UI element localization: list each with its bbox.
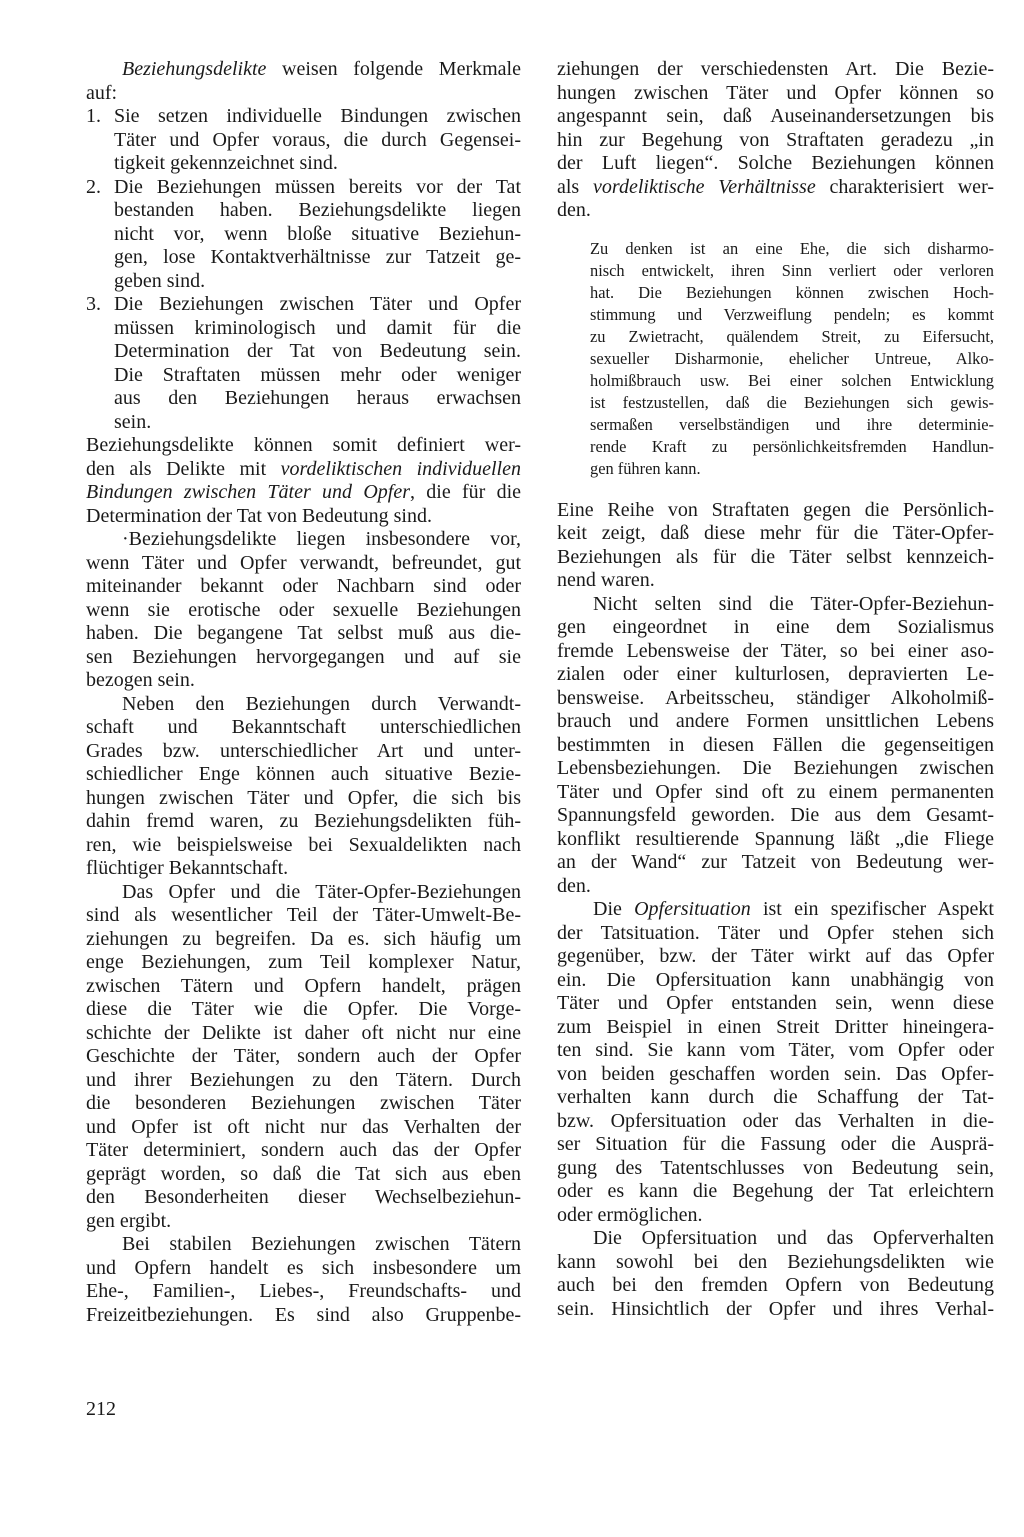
text-line: Neben den Beziehungen durch Verwandt- — [122, 692, 521, 715]
text-line: Spannungsfeld geworden. Die aus dem Gesamt- — [557, 804, 994, 827]
text-line: tigkeit gekennzeichnet sind. — [114, 152, 338, 174]
text-line: auch bei den fremden Opfern von Bedeutung — [557, 1274, 994, 1297]
text-line: gen eingeordnet in eine dem Sozialismus — [557, 616, 994, 639]
text-line: den als Delikte mit vordeliktischen individuellen — [86, 457, 521, 480]
text-line: von beiden geschaffen worden sein. Das Opfer- — [557, 1062, 994, 1085]
text-line: oder ermöglichen. — [557, 1203, 703, 1226]
text-line: schaft und Bekanntschaft unterschiedlichen — [86, 716, 521, 738]
text-line: Lebensbeziehungen. Die Beziehungen zwischen — [557, 757, 994, 780]
text-line: hat. Die Beziehungen können zwischen Hoch- — [590, 282, 994, 302]
text-line: den. — [557, 199, 591, 221]
text-line: 2. Die Beziehungen müssen bereits vor der Tat — [86, 175, 521, 198]
text-line: zu Zwietracht, quälendem Streit, zu Eifersucht, — [590, 326, 994, 346]
left-column — [86, 58, 521, 1327]
text-line: ziehungen der verschiedensten Art. Die Bezie- — [557, 58, 994, 80]
text-line: sen Beziehungen hervorgegangen und auf sie — [86, 645, 521, 668]
text-line: sexueller Disharmonie, ehelicher Untreue, Alko- — [590, 348, 994, 368]
text-line: als vordeliktische Verhältnisse charakterisiert wer- — [557, 175, 994, 198]
text-line: ·Beziehungsdelikte liegen insbesondere vor, — [122, 528, 521, 550]
text-line: bensweise. Arbeitsscheu, ständiger Alkoholmiß- — [557, 686, 994, 709]
text-line: rende Kraft zu persönlichkeitsfremden Handlun- — [590, 437, 994, 457]
text-line: angespannt sein, daß Auseinandersetzungen bis — [557, 105, 994, 127]
text-line: haben. Die begangene Tat selbst muß aus die- — [86, 622, 521, 644]
text-line: auf: — [86, 81, 118, 104]
text-line: gen, lose Kontaktverhältnisse zur Tatzeit ge- — [114, 246, 521, 268]
text-line: Täter und Opfer entstanden sein, wenn diese — [557, 992, 994, 1015]
text-line: ser Situation für die Fassung oder die Ausprä- — [557, 1133, 994, 1156]
text-line: gegenüber, bzw. der Täter wirkt auf das Opfer — [557, 945, 994, 968]
text-line: geprägt worden, so daß die Tat sich aus eben — [86, 1162, 521, 1185]
text-line: diese die Täter wie die Opfer. Die Vorge- — [86, 998, 521, 1020]
text-line: Zu denken ist an eine Ehe, die sich disharmo- — [590, 238, 994, 258]
text-line: schichte der Delikte ist daher oft nicht nur eine — [86, 1021, 521, 1044]
text-line: Die Straftaten müssen mehr oder weniger — [114, 363, 521, 386]
text-line: und Opfern handelt es sich insbesondere um — [86, 1256, 521, 1279]
text-line: Bei stabilen Beziehungen zwischen Tätern — [122, 1233, 521, 1255]
text-line: Täter determiniert, sondern auch das der Opfer — [86, 1139, 521, 1161]
text-line: konflikt resultierende Spannung läßt „die Fliege — [557, 827, 994, 850]
text-line: 1. Sie setzen individuelle Bindungen zwischen — [86, 105, 521, 127]
text-line: Ehe-, Familien-, Liebes-, Freundschafts- und — [86, 1280, 521, 1302]
text-line: den Besonderheiten dieser Wechselbeziehun- — [86, 1186, 521, 1208]
text-line: verhalten kann durch die Schaffung der Tat- — [557, 1086, 994, 1109]
text-line: kann sowohl bei den Beziehungsdelikten wie — [557, 1250, 994, 1273]
text-line: Die Opfersituation ist ein spezifischer Aspekt — [593, 898, 994, 921]
text-line: dahin fremd waren, zu Beziehungsdelikten füh- — [86, 810, 521, 832]
text-line: Die Opfersituation und das Opferverhalten — [593, 1227, 994, 1250]
text-line: Eine Reihe von Straftaten gegen die Persönlich- — [557, 498, 994, 521]
text-line: hungen zwischen Täter und Opfer können so — [557, 81, 994, 104]
text-line: und Opfer ist oft nicht nur das Verhalten der — [86, 1115, 521, 1138]
text-line: ist festzustellen, daß die Beziehungen sich gewis- — [590, 393, 994, 413]
text-line: Beziehungsdelikte können somit definiert wer- — [86, 434, 521, 456]
text-line: der Luft liegen“. Solche Beziehungen können — [557, 152, 994, 174]
text-line: oder es kann die Begehung der Tat erleichtern — [557, 1180, 994, 1203]
text-line: bzw. Opfersituation oder das Verhalten in die- — [557, 1109, 994, 1132]
text-line: gen führen kann. — [590, 459, 701, 479]
text-line: miteinander bekannt oder Nachbarn sind oder — [86, 575, 521, 597]
text-line: bestimmten in diesen Fällen die gegenseitigen — [557, 733, 994, 756]
text-line: geben sind. — [114, 269, 206, 292]
text-line: die besonderen Beziehungen zwischen Täter — [86, 1092, 521, 1114]
text-line: bestanden haben. Beziehungsdelikte liegen — [114, 199, 521, 221]
indented-quote-block — [557, 238, 994, 481]
text-line: Beziehungsdelikte weisen folgende Merkmale — [122, 58, 521, 80]
text-line: an der Wand“ zur Tatzeit von Bedeutung wer- — [557, 851, 994, 874]
text-line: Das Opfer und die Täter-Opfer-Beziehungen — [122, 880, 521, 903]
text-line: zialen oder einer kulturlosen, depravierten Le- — [557, 663, 994, 686]
text-line: Determination der Tat von Bedeutung sein. — [114, 340, 521, 362]
text-line: wenn sie erotische oder sexuelle Beziehungen — [86, 598, 521, 621]
text-line: sind als wesentlicher Teil der Täter-Umwelt-Be- — [86, 904, 521, 926]
text-line: fremde Lebensweise der Täter, so bei einer aso- — [557, 639, 994, 662]
text-line: zwischen Tätern und Opfern handelt, prägen — [86, 974, 521, 997]
text-line: schiedlicher Enge können auch situative Bezie- — [86, 763, 521, 785]
text-line: sein. — [114, 410, 152, 433]
text-line: nisch entwickelt, ihren Sinn verliert oder verloren — [590, 260, 994, 280]
text-line: ziehungen zu begreifen. Da es. sich häufig um — [86, 927, 521, 950]
text-line: Freizeitbeziehungen. Es sind also Gruppenbe- — [86, 1303, 521, 1326]
text-line: Grades bzw. unterschiedlicher Art und unter- — [86, 739, 521, 762]
text-line: den. — [557, 874, 591, 897]
text-line: sein. Hinsichtlich der Opfer und ihres Verhal- — [557, 1297, 994, 1320]
text-line: Täter und Opfer voraus, die durch Gegensei- — [114, 128, 521, 151]
text-line: Nicht selten sind die Täter-Opfer-Beziehun- — [593, 592, 994, 615]
page-number: 212 — [86, 1398, 116, 1420]
text-line: ren, wie beispielsweise bei Sexualdelikten nach — [86, 833, 521, 856]
text-line: und ihrer Beziehungen zu den Tätern. Durch — [86, 1068, 521, 1091]
text-line: Bindungen zwischen Täter und Opfer, die für die — [86, 481, 521, 503]
text-line: enge Beziehungen, zum Teil komplexer Natur, — [86, 951, 521, 973]
text-line: zum Beispiel in einen Streit Dritter hineingera- — [557, 1015, 994, 1038]
text-line: nicht vor, wenn bloße situative Beziehun- — [114, 222, 521, 245]
text-line: keit zeigt, daß diese mehr für die Täter-Opfer- — [557, 522, 994, 545]
text-line: stimmung und Verzweiflung pendeln; es kommt — [590, 304, 994, 324]
text-line: holmißbrauch usw. Bei einer solchen Entwicklung — [590, 371, 994, 391]
text-line: brauch und andere Formen unsittlichen Lebens — [557, 710, 994, 733]
text-line: Täter und Opfer sind oft zu einem permanenten — [557, 780, 994, 803]
text-line: wenn Täter und Opfer verwandt, befreundet, gut — [86, 551, 521, 574]
text-line: hungen zwischen Täter und Opfer, die sich bis — [86, 786, 521, 809]
text-line: Determination der Tat von Bedeutung sind. — [86, 504, 432, 527]
text-line: müssen kriminologisch und damit für die — [114, 316, 521, 339]
text-line: nend waren. — [557, 569, 655, 592]
text-line: Geschichte der Täter, sondern auch der Opfer — [86, 1045, 521, 1067]
text-line: gen ergibt. — [86, 1209, 172, 1232]
text-line: ten sind. Sie kann vom Täter, vom Opfer oder — [557, 1039, 994, 1062]
text-line: aus den Beziehungen heraus erwachsen — [114, 387, 521, 409]
text-line: Beziehungen als für die Täter selbst kennzeich- — [557, 545, 994, 568]
text-line: flüchtiger Bekanntschaft. — [86, 857, 289, 879]
text-line: bezogen sein. — [86, 669, 195, 691]
text-line: hin zur Begehung von Straftaten geradezu „in — [557, 128, 994, 151]
text-line: sermaßen verselbständigen und ihre determinie- — [590, 415, 994, 435]
text-line: gung des Tatentschlusses von Bedeutung sein, — [557, 1156, 994, 1179]
text-line: 3. Die Beziehungen zwischen Täter und Opfer — [86, 293, 521, 315]
text-line: der Tatsituation. Täter und Opfer stehen sich — [557, 921, 994, 944]
text-line: ein. Die Opfersituation kann unabhängig von — [557, 968, 994, 991]
right-column — [557, 58, 994, 1321]
